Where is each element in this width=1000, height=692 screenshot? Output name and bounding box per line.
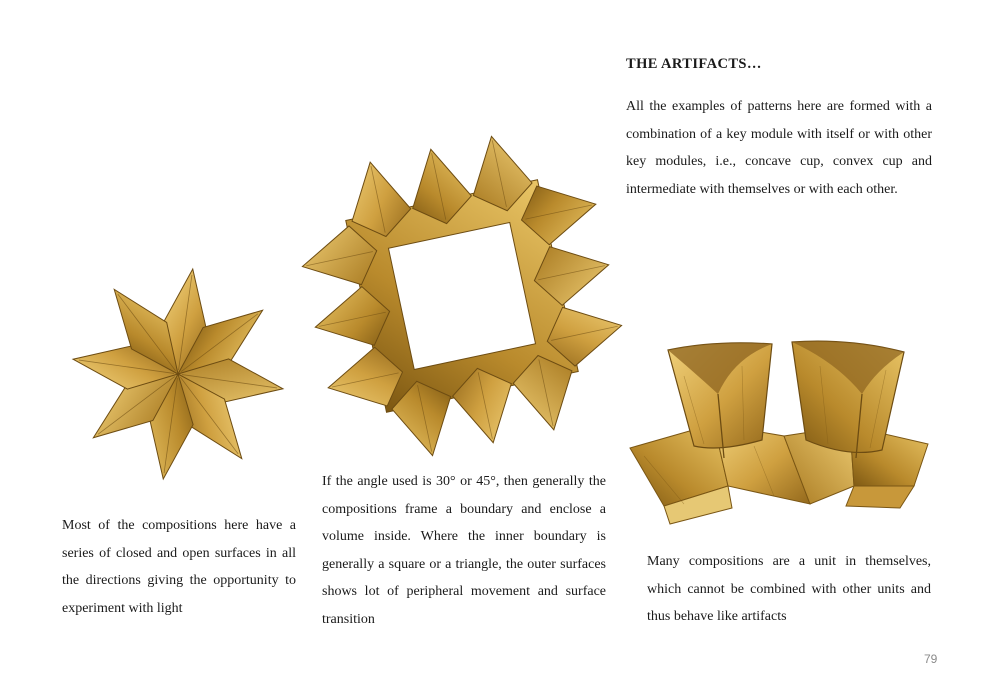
- section-intro-text: All the examples of patterns here are formed with a combination of a key module with itself or with other key modules, i.e., concave cup, convex cup and intermediate with themselves or with each other.: [626, 99, 932, 197]
- caption-middle: [322, 468, 606, 633]
- page-number: 79: [924, 652, 938, 666]
- caption-left-text: Most of the compositions here have a series of closed and open surfaces in all the directions giving the opportunity to experiment with light: [62, 518, 296, 616]
- caption-left: [62, 512, 296, 622]
- frame-artifact-image: [310, 146, 615, 446]
- star-artifact-image: [64, 262, 294, 487]
- caption-middle-text: If the angle used is 30° or 45°, then generally the compositions frame a boundary and enclose a volume inside. Where the inner boundary is generally a square or a triangle, the outer surfaces shows lot of peripheral movement and surface transition: [322, 474, 606, 627]
- caption-right-text: Many compositions are a unit in themselves, which cannot be combined with other units and thus behave like artifacts: [647, 554, 931, 624]
- caption-right: [647, 548, 931, 631]
- cup-artifact-image: [624, 336, 934, 531]
- section-heading: THE ARTIFACTS…: [626, 56, 762, 72]
- artifacts-section: [626, 56, 932, 203]
